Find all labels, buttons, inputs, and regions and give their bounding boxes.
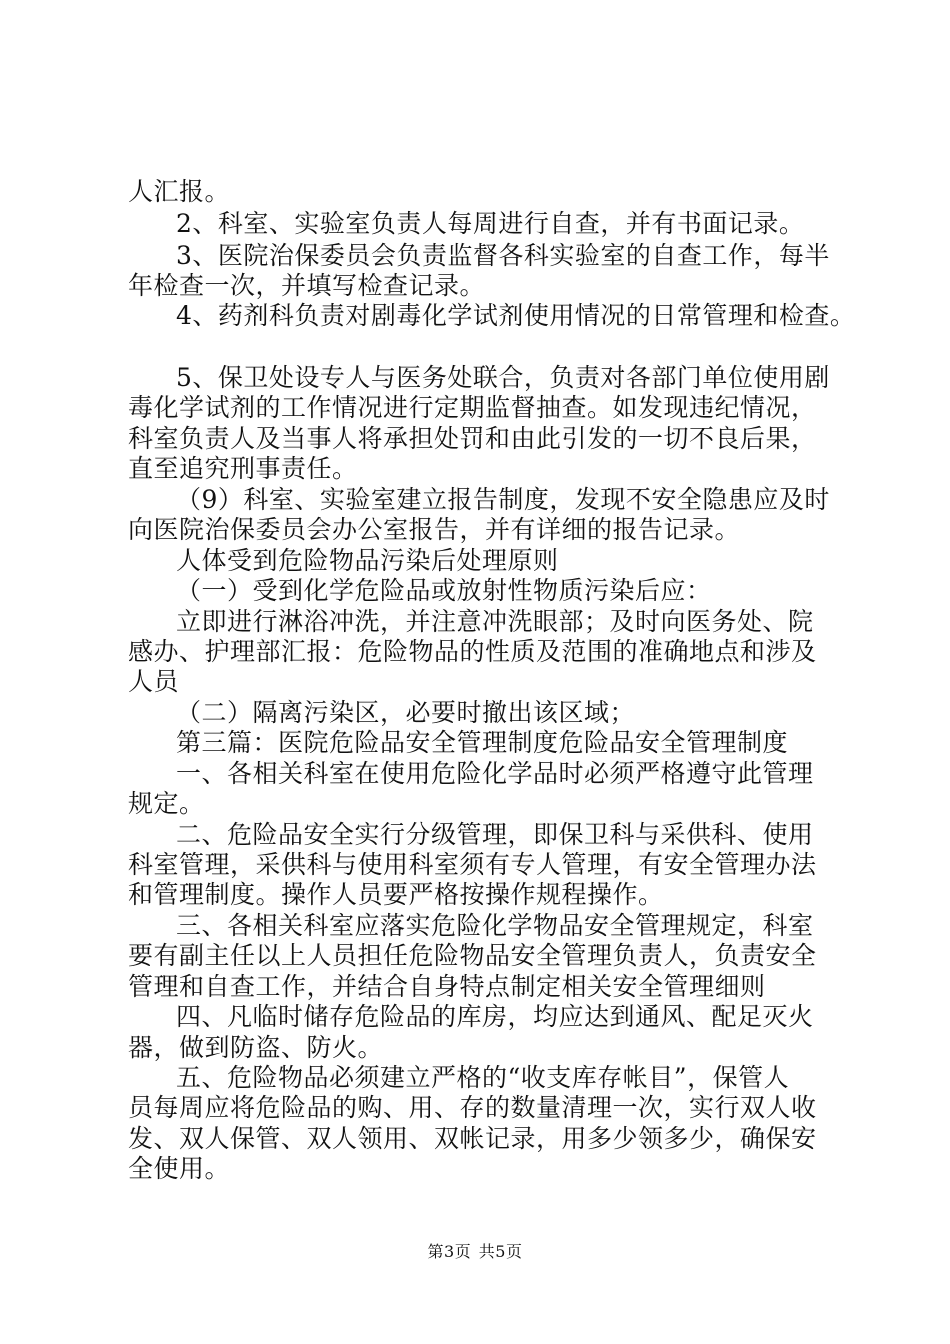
page-number: 第3页 — [427, 1242, 472, 1261]
text-line: 四、凡临时储存危险品的库房，均应达到通风、配足灭火 — [176, 1002, 814, 1031]
text-line: 科室管理，采供科与使用科室须有专人管理，有安全管理办法 — [128, 850, 817, 879]
text-line: 人体受到危险物品污染后处理原则 — [176, 546, 559, 575]
text-line: 发、双人保管、双人领用、双帐记录，用多少领多少，确保安 — [128, 1124, 817, 1153]
text-line: 第三篇：医院危险品安全管理制度危险品安全管理制度 — [176, 728, 789, 757]
text-line: 感办、护理部汇报：危险物品的性质及范围的准确地点和涉及 — [128, 637, 817, 666]
text-line: 2、科室、实验室负责人每周进行自查，并有书面记录。 — [176, 209, 805, 238]
text-line: 年检查一次，并填写检查记录。 — [128, 271, 486, 300]
text-line: 立即进行淋浴冲洗，并注意冲洗眼部；及时向医务处、院 — [176, 607, 814, 636]
text-line: 一、各相关科室在使用危险化学品时必须严格遵守此管理 — [176, 759, 814, 788]
page-footer — [0, 1241, 950, 1263]
text-line: 科室负责人及当事人将承担处罚和由此引发的一切不良后果， — [128, 424, 817, 453]
text-line: 人汇报。 — [128, 177, 231, 206]
text-line: 5、保卫处设专人与医务处联合，负责对各部门单位使用剧 — [176, 363, 830, 392]
text-line: 向医院治保委员会办公室报告，并有详细的报告记录。 — [128, 515, 741, 544]
text-line: 4、药剂科负责对剧毒化学试剂使用情况的日常管理和检查。 — [176, 301, 856, 330]
text-line: 二、危险品安全实行分级管理，即保卫科与采供科、使用 — [176, 820, 814, 849]
text-line: 和管理制度。操作人员要严格按操作规程操作。 — [128, 880, 664, 909]
text-line: 规定。 — [128, 789, 205, 818]
text-line: （二）隔离污染区，必要时撤出该区域； — [176, 698, 636, 727]
text-line: 要有副主任以上人员担任危险物品安全管理负责人，负责安全 — [128, 941, 817, 970]
text-line: 直至追究刑事责任。 — [128, 454, 358, 483]
text-line: （9）科室、实验室建立报告制度，发现不安全隐患应及时 — [176, 485, 830, 514]
text-line: 器，做到防盗、防火。 — [128, 1033, 384, 1062]
page-total: 共5页 — [478, 1242, 523, 1261]
text-line: 管理和自查工作，并结合自身特点制定相关安全管理细则 — [128, 972, 766, 1001]
text-line: 三、各相关科室应落实危险化学物品安全管理规定，科室 — [176, 911, 814, 940]
text-line: （一）受到化学危险品或放射性物质污染后应： — [176, 576, 712, 605]
text-line: 员每周应将危险品的购、用、存的数量清理一次，实行双人收 — [128, 1093, 817, 1122]
text-line: 人员 — [128, 667, 180, 696]
text-line: 全使用。 — [128, 1154, 231, 1183]
text-line: 毒化学试剂的工作情况进行定期监督抽查。如发现违纪情况， — [128, 393, 817, 422]
text-line: 3、医院治保委员会负责监督各科实验室的自查工作，每半 — [176, 241, 830, 270]
text-line: 五、危险物品必须建立严格的“收支库存帐目”，保管人 — [176, 1063, 790, 1092]
